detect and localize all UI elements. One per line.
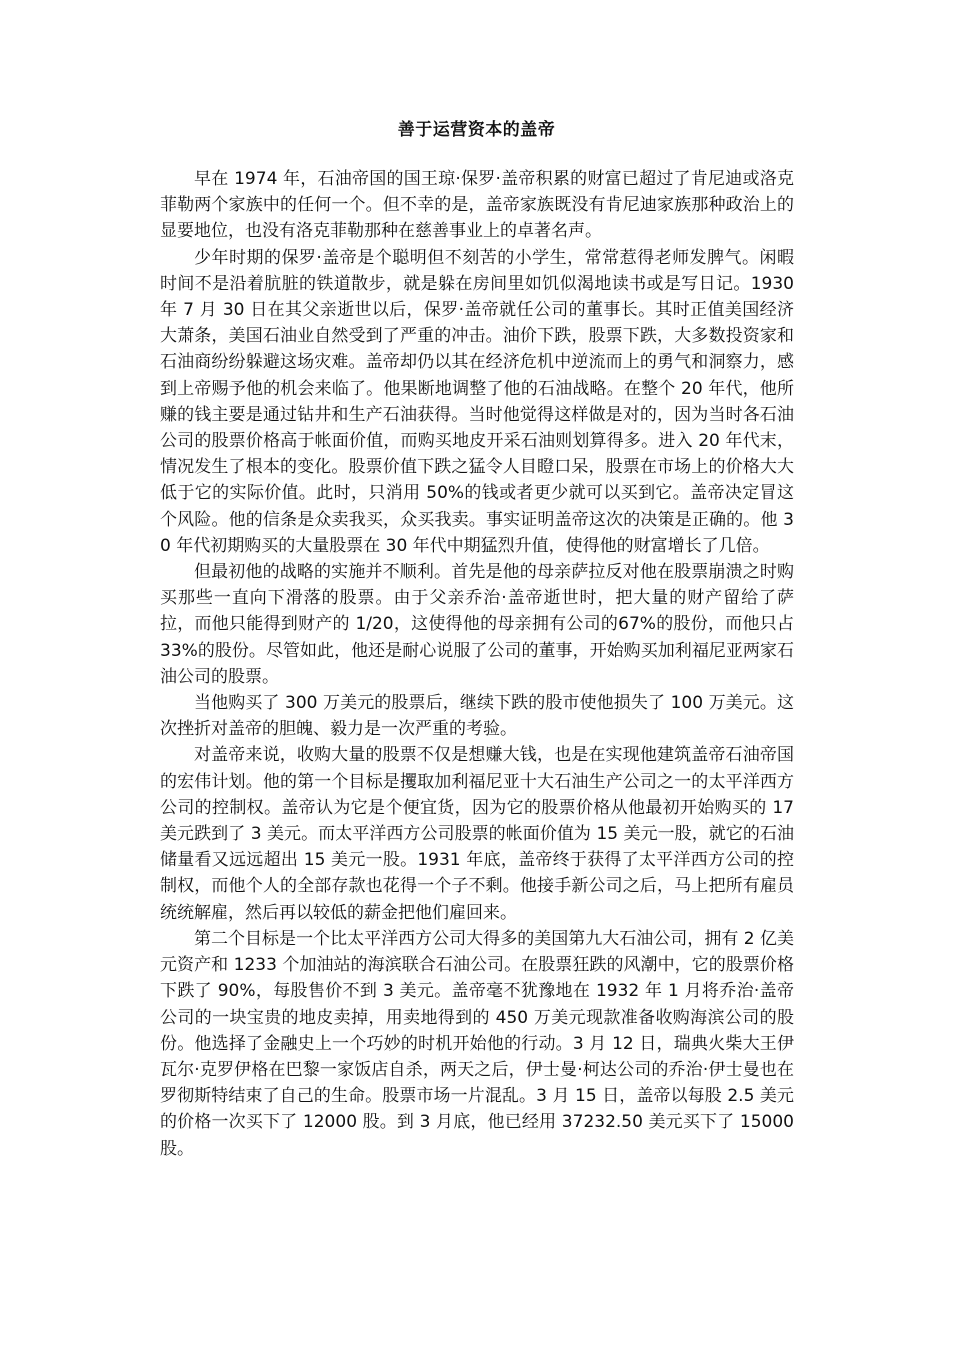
paragraph-1: 早在 1974 年，石油帝国的国王琼·保罗·盖帝积累的财富已超过了肯尼迪或洛克菲勒两个家族中的任何一个。但不幸的是，盖帝家族既没有肯尼迪家族那种政治上的显要地位，也没有洛克菲勒那种在慈善事业上的卓著名声。 xyxy=(160,169,794,242)
document-title: 善于运营资本的盖帝 xyxy=(397,120,556,140)
paragraph-3: 但最初他的战略的实施并不顺利。首先是他的母亲萨拉反对他在股票崩溃之时购买那些一直向下滑落的股票。由于父亲乔治·盖帝逝世时，把大量的财产留给了萨拉，而他只能得到财产的 1/20，这使得他的母亲拥有公司的67%的股份，而他只占 33%的股份。尽管如此，他还是耐心说服了公司的董事，开始购买加利福尼亚两家石油公司的股票。 xyxy=(160,562,794,687)
paragraph-6: 第二个目标是一个比太平洋西方公司大得多的美国第九大石油公司，拥有 2 亿美元资产和 1233 个加油站的海滨联合石油公司。在股票狂跌的风潮中，它的股票价格下跌了 90%，每股售价不到 3 美元。盖帝毫不犹豫地在 1932 年 1 月将乔治·盖帝公司的一块宝贵的地皮卖掉，用卖地得到的 450 万美元现款准备收购海滨公司的股份。他选择了金融史上一个巧妙的时机开始他的行动。3 月 12 日，瑞典火柴大王伊瓦尔·克罗伊格在巴黎一家饭店自杀，两天之后，伊士曼·柯达公司的乔治·伊士曼也在罗彻斯特结束了自己的生命。股票市场一片混乱。3 月 15 日，盖帝以每股 2.5 美元的价格一次买下了 12000 股。到 3 月底，他已经用 37232.50 美元买下了 15000 股。 xyxy=(160,928,794,1159)
document-body xyxy=(160,166,794,1162)
paragraph-4: 当他购买了 300 万美元的股票后，继续下跌的股市使他损失了 100 万美元。这次挫折对盖帝的胆魄、毅力是一次严重的考验。 xyxy=(160,693,794,740)
paragraph-2: 少年时期的保罗·盖帝是个聪明但不刻苦的小学生，常常惹得老师发脾气。闲暇时间不是沿着肮脏的铁道散步，就是躲在房间里如饥似渴地读书或是写日记。1930 年 7 月 30 日在其父亲逝世以后，保罗·盖帝就任公司的董事长。其时正值美国经济大萧条，美国石油业自然受到了严重的冲击。油价下跌，股票下跌，大多数投资家和石油商纷纷躲避这场灾难。盖帝却仍以其在经济危机中逆流而上的勇气和洞察力，感到上帝赐予他的机会来临了。他果断地调整了他的石油战略。在整个 20 年代，他所赚的钱主要是通过钻井和生产石油获得。当时他觉得这样做是对的，因为当时各石油公司的股票价格高于帐面价值，而购买地皮开采石油则划算得多。进入 20 年代末，情况发生了根本的变化。股票价值下跌之猛令人目瞪口呆，股票在市场上的价格大大低于它的实际价值。此时，只消用 50%的钱或者更少就可以买到它。盖帝决定冒这个风险。他的信条是众卖我买，众买我卖。事实证明盖帝这次的决策是正确的。他 30 年代初期购买的大量股票在 30 年代中期猛烈升值，使得他的财富增长了几倍。 xyxy=(160,247,794,556)
paragraph-5: 对盖帝来说，收购大量的股票不仅是想赚大钱，也是在实现他建筑盖帝石油帝国的宏伟计划。他的第一个目标是攫取加利福尼亚十大石油生产公司之一的太平洋西方公司的控制权。盖帝认为它是个便宜货，因为它的股票价格从他最初开始购买的 17 美元跌到了 3 美元。而太平洋西方公司股票的帐面价值为 15 美元一股，就它的石油储量看又远远超出 15 美元一股。1931 年底，盖帝终于获得了太平洋西方公司的控制权，而他个人的全部存款也花得一个子不剩。他接手新公司之后，马上把所有雇员统统解雇，然后再以较低的薪金把他们雇回来。 xyxy=(160,745,794,923)
